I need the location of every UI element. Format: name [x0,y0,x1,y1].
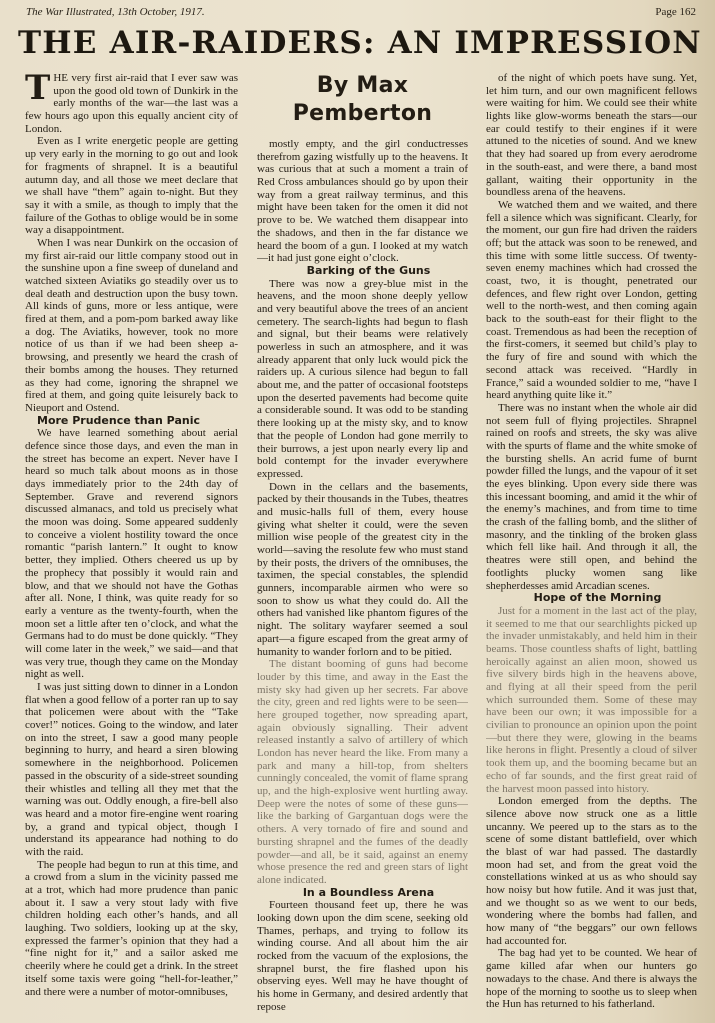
author-byline: By Max Pemberton [292,73,433,126]
page-number: Page 162 [655,6,696,18]
paragraph: There was no instant when the whole air did not seem full of flying projectiles. Shrapnel rained on roofs and streets, the sky was alive with the spurts of flame and the white smoke of the bursting shells. An acrid fume of burnt powder filled the lungs, and the vapour of it set the eyes blinking. Upon every side there was this incessant booming, and amid it the whir of the enemy’s machines, and from time to time the crash of the falling bomb, and the slither of masonry, and the tinkling of the broken glass which fell like hail. And through it all, the theatres were still open, and behind the footlights plucky women sang like shepherdesses amid Arcadian scenes. [486,401,697,592]
paragraph: mostly empty, and the girl conductresses therefrom gazing wistfully up to the heavens. It was curious that at such a moment a train of Red Cross ambulances should go by upon their way from a great railway terminus, and this might have been taken for the omen it did not prove to be. We watched them disappear into the shadows, and then in the far distance we heard the boom of a gun. I looked at my watch—it had just gone eight o’clock. [257,138,468,265]
paragraph-text: HE very first air-raid that I ever saw was upon the good old town of Dunkirk in the early months of the war—the last was a few hours ago upon this equally ancient city of London. [25,72,238,135]
paragraph: Down in the cellars and the basements, packed by their thousands in the Tubes, theatres and music-halls full of them, every house giving what shelter it could, were the seven million wise people of the greatest city in the world—saving the resolute few who must stand by their posts, the drivers of the omnibuses, the taximen, the special constables, the splendid gunners, incomparable airmen who were so soon to show us what they could do. All the others had vanished like phantom figures of the night. The solitary wayfarer seemed a soul apart—a figure escaped from the great army of humanity to wander forlorn and to be pitied. [257,480,468,658]
paragraph: When I was near Dunkirk on the occasion of my first air-raid our little company stood out in the sunshine upon a fine sweep of duneland and watched sixteen Aviatiks go steadily over us to deal death and destruction upon the busy town. All kinds of guns, more or less antique, were fired at them, and a pom-pom barked away like a dog. The Aviatiks, however, took no more notice of us than if we had been sheep a-browsing, and presently we heard the crash of their bombs among the houses. They returned as they had come, ignoring the shrapnel we fired at them, and going quite leisurely back to Nieuport and Ostend. [25,236,238,414]
running-header [26,4,696,20]
publication-line: The War Illustrated, 13th October, 1917. [26,6,205,18]
section-heading: In a Boundless Arena [302,885,435,899]
paragraph [25,72,238,135]
paragraph: The distant booming of guns had become louder by this time, and away in the East the misty sky had given up her secrets. Far above the city, green and red lights were to be seen—here grouped together, now spreading apart, again obviously signalling. Their advent released instantly a salvo of artillery of which London has never heard the like. From many a park and many a hill-top, from shelters cunningly concealed, the vomit of flame sprang up, and the high-explosive went hurtling away. Deep were the notes of some of these guns—like the barking of Gargantuan dogs were the others. A very tornado of fire and sound and bursting shrapnel and the fumes of the deadly powder—and all, be it said, against an enemy whose presence the red and green stars of light alone indicated. [257,658,468,886]
paragraph: There was now a grey-blue mist in the heavens, and the moon shone deeply yellow and very beautiful above the trees of an ancient cemetery. The search-lights had begun to flash and signal, but their beams were relatively powerless in such an atmosphere, and it was already apparent that only luck would pick the raiders up. A curious silence had begun to fall about me, and the patter of occasional footsteps upon the deserted pavements had become quite a considerable sound. It was odd to be standing there looking up at the misty sky, and to know that the people of London had gone merrily to their burrows, a jest upon nearly every lip and bold contempt for the invader everywhere expressed. [257,277,468,480]
column-3 [486,72,697,1016]
paragraph: Even as I write energetic people are getting up very early in the morning to go out and look for fragments of shrapnel. It is a beautiful autumn day, and all those we meet declare that we shall have “them” again to-night. But they say it with a smile, as though to imply that the failure of the Gothas to oblige would be in some way a disappointment. [25,135,238,237]
paragraph: The bag had yet to be counted. We hear of game killed afar when our hunters go nowadays to the chase. And there is always the hope of the morning to soothe us to sleep when the Hun has returned to his fatherland. [486,947,697,1011]
paragraph: The people had begun to run at this time, and a crowd from a slum in the vicinity passed me at a trot, which had more prudence than panic about it. I saw a very stout lady with five children holding each other’s hands, and all laughing. Two soldiers, looking up at the sky, expressed the farmer’s opinion that they had a “fine night for it,” and a sailor asked me cheerily where he could get a drink. In the street itself some taxis were going “hell-for-leather,” and there were a number of motor-omnibuses, [25,858,238,998]
section-heading: Hope of the Morning [533,591,662,605]
paragraph: of the night of which poets have sung. Yet, let him turn, and our own magnificent fellows were waiting for him. We could see their white lights like glow-worms beneath the stars—our ear could testify to their engines if it were attuned to the niceties of sound. And we knew that they had soared up from every aerodrome in the south-east, and were there, a band most gallant, waiting their opportunity in the boundless arena of the heavens. [486,72,697,199]
paragraph: Fourteen thousand feet up, there he was looking down upon the dim scene, seeking old Thames, perhaps, and trying to follow its winding course. And all about him the air rocked from the vacuum of the explosions, the shrapnel burst, the fire flashed upon his observing eyes. Well may he have thought of his home in Germany, and desired ardently that repose [257,899,468,1013]
column-2 [257,72,468,1016]
paragraph: We have learned something about aerial defence since those days, and even the man in the street has become an expert. Never have I heard so much talk about moons as in those days immediately prior to the 24th day of September. Grave and reverend signors discussed almanacs, and told us precisely what the moon was doing. Some appeared suddenly to conceive a violent hostility toward the once romantic “parish lantern.” It ought to know better, they implied. Others cheered us up by the prophecy that possibly it would rain and blow, and that we should not have the Gothas after all. None, I think, was quite ready for so early a venture as the twenty-fourth, when the moon set a little after ten o’clock, and what the Germans had to do must be done quickly. “They will come later in the week,” we said—and that was very true, though they came on the Monday night as well. [25,427,238,681]
section-heading: More Prudence than Panic [37,413,200,427]
paragraph: We watched them and we waited, and there fell a silence which was significant. Clearly, for the moment, our gun fire had driven the raiders off; but the attack was soon to be renewed, and this time with some little success. Of twenty-seven enemy machines which had crossed the coast, two, it is thought, penetrated our defences, and flew right over London, getting well to the north-west, and then coming again back to the south-east for their flight to the coast. Tremendous as had been the reception of the first-comers, it seemed but child’s play to the fury of fire and sound with which the second attack was received. “Hardly in France,” said a wounded soldier to me, “have I heard anything quite like it.” [486,198,697,402]
section-heading: Barking of the Guns [306,263,431,277]
paragraph: I was just sitting down to dinner in a London flat when a good fellow of a porter ran up to say that policemen were about with the “Take cover!” notices. Going to the window, and later on into the street, I saw a good many people beginning to hurry, and heard a siren blowing somewhere in the neighborhood. Policemen passed in the obscurity of a side-street sounding their whistles and telling all they met that the warning was out. Oddly enough, a fire-bell also was heard and a motor fire-engine went roaring by, a grand and typical object, though I understand its appearance had nothing to do with the raid. [25,681,238,858]
paragraph: Just for a moment in the last act of the play, it seemed to me that our searchlights picked up the invader unmistakably, and held him in their beams. Those countless shafts of light, battling heroically against an alien moon, showed us five silvery birds high in the heavens above, and flying at all their speed from the peril which surrounded them. Some of these may have been our own; it was impossible for a civilian to pronounce an opinion upon the point—but there they were, glowing in the beams like herons in flight. Presently a cloud of silver took them up, and the booming became but an echo of far sounds, and the first great raid of the harvest moon passed into history. [486,604,697,795]
paragraph: London emerged from the depths. The silence above now struck one as a little uncanny. We peered up to the stars as to the scene of some distant battlefield, over which the blast of war had passed. The dastardly moon had set, and from the great void the constellations winked at us as who should say how noisy but how futile. And it was just that, and we thought so as we went to our beds, wondering where the bombs had fallen, and how many of “the beggars” our own fellows had accounted for. [486,795,697,947]
column-1 [25,72,238,1016]
drop-cap: T [25,72,51,108]
article-title: THE AIR-RAIDERS: AN IMPRESSION [18,25,702,61]
